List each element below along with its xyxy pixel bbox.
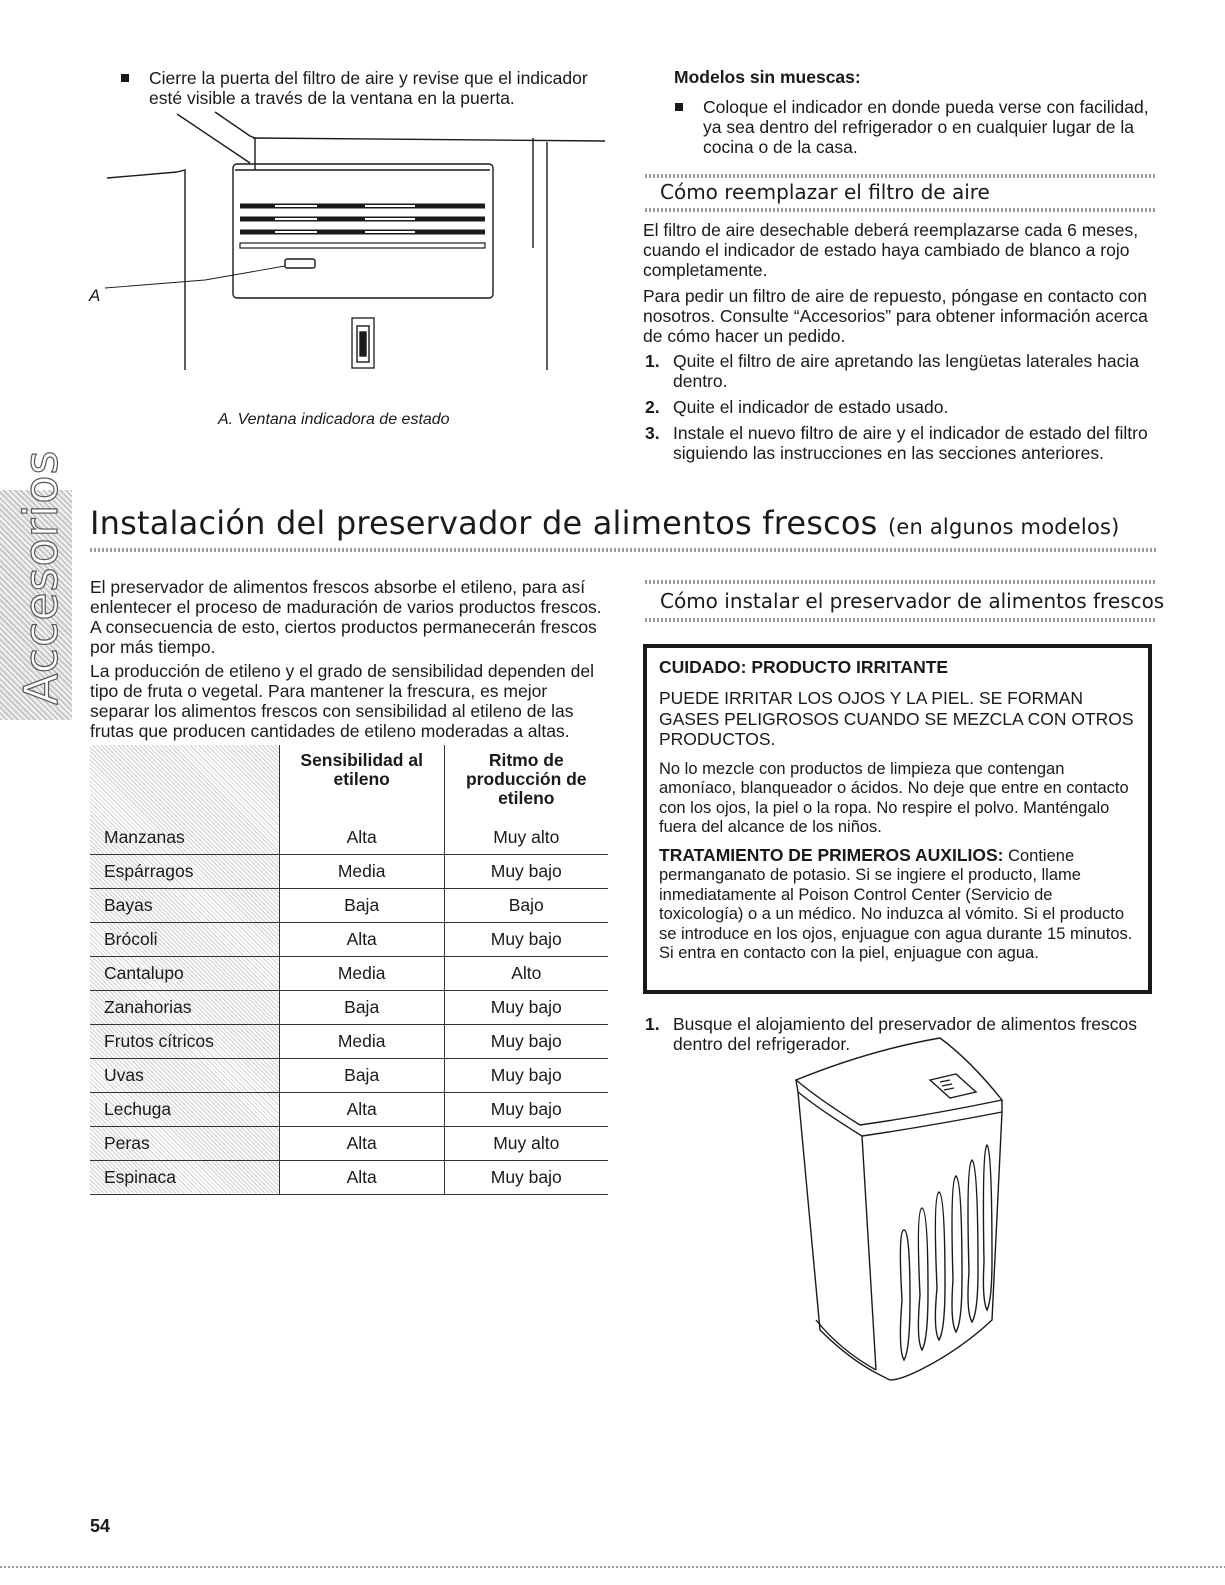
- sensitivity-cell: Media: [279, 855, 444, 889]
- produce-name-cell: Cantalupo: [90, 957, 279, 991]
- produce-name-cell: Brócoli: [90, 923, 279, 957]
- caution-box: [643, 644, 1152, 994]
- produce-name-cell: Espárragos: [90, 855, 279, 889]
- sensitivity-cell: Alta: [279, 821, 444, 855]
- caution-warning: PUEDE IRRITAR LOS OJOS Y LA PIEL. SE FORMAN GASES PELIGROSOS CUANDO SE MEZCLA CON OTROS PRODUCTOS.: [659, 688, 1134, 749]
- figure-caption: A. Ventana indicadora de estado: [218, 411, 450, 428]
- table-row: [90, 821, 608, 855]
- footer-rule: [0, 1566, 1225, 1568]
- step-text: Instale el nuevo filtro de aire y el indicador de estado del filtro siguiendo las instrucciones en las secciones anteriores.: [673, 423, 1148, 463]
- production-cell: Muy bajo: [444, 923, 608, 957]
- production-cell: Muy bajo: [444, 1059, 608, 1093]
- production-cell: Alto: [444, 957, 608, 991]
- table-row: [90, 855, 608, 889]
- table-row: [90, 1127, 608, 1161]
- first-aid-paragraph: [659, 846, 1136, 964]
- page-number: 54: [90, 1516, 111, 1536]
- table-header-empty: [90, 745, 279, 821]
- main-heading-text: Instalación del preservador de alimentos frescos: [90, 504, 878, 542]
- table-header-production: Ritmo de producción de etileno: [444, 745, 608, 821]
- table-row: [90, 957, 608, 991]
- install-preserver-heading: Cómo instalar el preservador de alimentos frescos: [660, 589, 1165, 613]
- step-number: 2.: [645, 397, 660, 417]
- preserver-intro-paragraph: El preservador de alimentos frescos absorbe el etileno, para así enlentecer el proceso de maduración de varios productos frescos. A consecuencia de esto, ciertos productos permanecerán frescos por más tiempo.: [90, 577, 602, 657]
- produce-name-cell: Espinaca: [90, 1161, 279, 1195]
- caution-title: CUIDADO: PRODUCTO IRRITANTE: [659, 657, 949, 677]
- first-aid-text: Contiene permanganato de potasio. Si se ingiere el producto, llame inmediatamente al Poison Control Center (Servicio de toxicología) o a un médico. No induzca al vómito. Si el producto se introduce en los ojos, enjuague con agua durante 15 minutos. Si entra en contacto con la piel, enjuague con agua.: [659, 846, 1133, 962]
- table-row: [90, 923, 608, 957]
- section-divider: [645, 580, 1157, 584]
- main-heading-suffix: (en algunos modelos): [887, 515, 1120, 539]
- production-cell: Muy bajo: [444, 1161, 608, 1195]
- table-row: [90, 1161, 608, 1195]
- produce-name-cell: Peras: [90, 1127, 279, 1161]
- models-without-notches-heading: Modelos sin muescas:: [674, 67, 861, 87]
- production-cell: Muy bajo: [444, 1093, 608, 1127]
- production-cell: Muy bajo: [444, 855, 608, 889]
- sensitivity-cell: Alta: [279, 1161, 444, 1195]
- replace-paragraph-2: Para pedir un filtro de aire de repuesto, póngase en contacto con nosotros. Consulte “Accesorios” para obtener información acerca de cómo hacer un pedido.: [643, 286, 1148, 346]
- main-section-heading: [90, 504, 1120, 542]
- table-header-sensitivity: Sensibilidad al etileno: [279, 745, 444, 821]
- sensitivity-cell: Baja: [279, 991, 444, 1025]
- table-row: [90, 1093, 608, 1127]
- sensitivity-cell: Alta: [279, 1127, 444, 1161]
- air-filter-door-illustration: [85, 108, 615, 373]
- produce-name-cell: Zanahorias: [90, 991, 279, 1025]
- production-cell: Muy bajo: [444, 1025, 608, 1059]
- sensitivity-cell: Baja: [279, 1059, 444, 1093]
- caution-paragraph: No lo mezcle con productos de limpieza que contengan amoníaco, blanqueador o ácidos. No deje que entre en contacto con los ojos, la piel o la ropa. No respire el polvo. Manténgalo fuera del alcance de los niños.: [659, 759, 1129, 836]
- sensitivity-cell: Baja: [279, 889, 444, 923]
- fresh-food-preserver-illustration: [780, 1030, 1020, 1400]
- section-divider: [645, 174, 1157, 178]
- callout-letter-a: A: [89, 286, 101, 305]
- produce-name-cell: Uvas: [90, 1059, 279, 1093]
- step-number: 1.: [645, 1014, 660, 1034]
- step-text: Busque el alojamiento del preservador de alimentos frescos dentro del refrigerador.: [673, 1014, 1138, 1054]
- table-row: [90, 889, 608, 923]
- production-cell: Muy alto: [444, 1127, 608, 1161]
- sensitivity-cell: Alta: [279, 1093, 444, 1127]
- produce-name-cell: Lechuga: [90, 1093, 279, 1127]
- sensitivity-cell: Media: [279, 957, 444, 991]
- step-number: 1.: [645, 351, 660, 371]
- step-text: Quite el filtro de aire apretando las lengüetas laterales hacia dentro.: [673, 351, 1139, 391]
- replace-filter-heading: Cómo reemplazar el filtro de aire: [660, 180, 990, 204]
- step-text: Quite el indicador de estado usado.: [673, 397, 949, 417]
- table-row: [90, 991, 608, 1025]
- models-instruction: Coloque el indicador en donde pueda verse con facilidad, ya sea dentro del refrigerador o en cualquier lugar de la cocina o de la casa.: [703, 97, 1149, 157]
- main-heading-rule: [90, 548, 1157, 552]
- sensitivity-cell: Media: [279, 1025, 444, 1059]
- production-cell: Muy alto: [444, 821, 608, 855]
- section-divider: [645, 618, 1157, 622]
- ethylene-table: [90, 745, 608, 1195]
- produce-name-cell: Frutos cítricos: [90, 1025, 279, 1059]
- filter-door-instruction: Cierre la puerta del filtro de aire y revise que el indicador esté visible a través de la ventana en la puerta.: [149, 68, 588, 108]
- side-tab-label: Accesorios: [14, 449, 68, 705]
- produce-name-cell: Manzanas: [90, 821, 279, 855]
- section-divider: [645, 208, 1157, 212]
- bullet-marker: [675, 103, 683, 111]
- production-cell: Bajo: [444, 889, 608, 923]
- production-cell: Muy bajo: [444, 991, 608, 1025]
- table-row: [90, 1059, 608, 1093]
- produce-name-cell: Bayas: [90, 889, 279, 923]
- sensitivity-cell: Alta: [279, 923, 444, 957]
- ethylene-paragraph: La producción de etileno y el grado de sensibilidad dependen del tipo de fruta o vegetal. Para mantener la frescura, es mejor separar los alimentos frescos con sensibilidad al etileno de las frutas que producen cantidades de etileno moderadas a altas.: [90, 661, 594, 741]
- table-row: [90, 1025, 608, 1059]
- replace-paragraph-1: El filtro de aire desechable deberá reemplazarse cada 6 meses, cuando el indicador de estado haya cambiado de blanco a rojo completamente.: [643, 220, 1139, 280]
- bullet-marker: [121, 74, 129, 82]
- step-number: 3.: [645, 423, 660, 443]
- first-aid-label: TRATAMIENTO DE PRIMEROS AUXILIOS:: [659, 844, 1004, 865]
